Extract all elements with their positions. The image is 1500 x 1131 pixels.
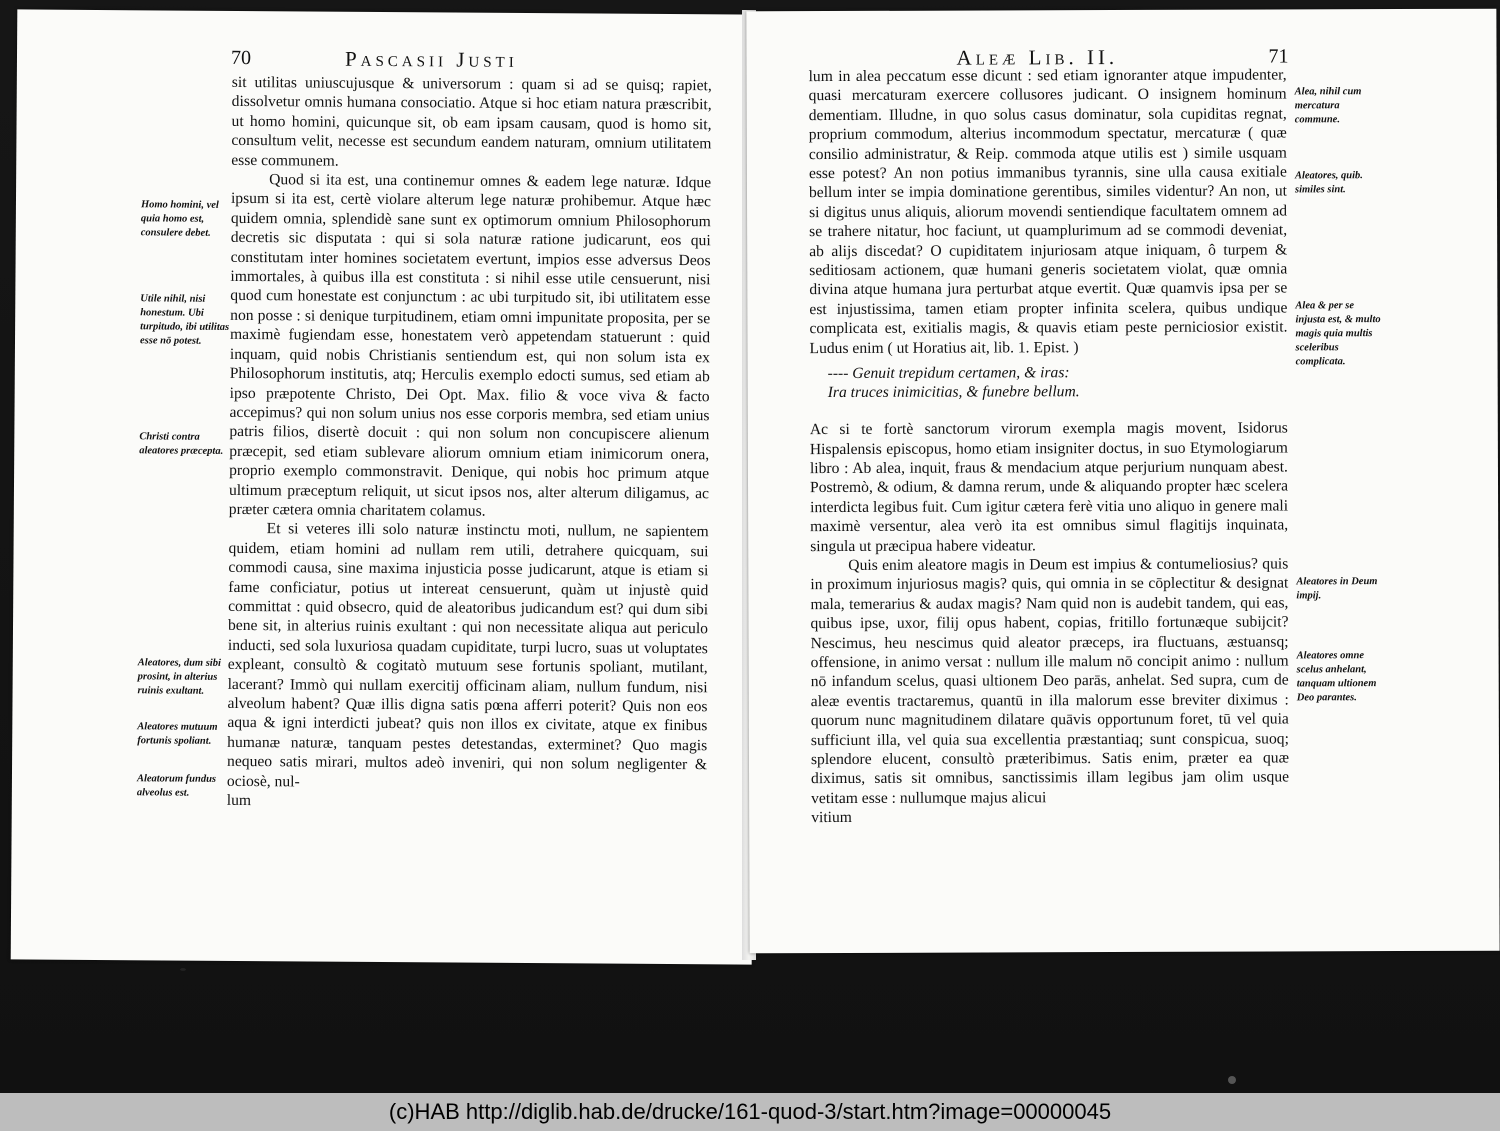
margin-note: Aleatores omne scelus anhelant, tanquam ultionem Deo parantes. — [1296, 650, 1377, 704]
running-header-right: Aleæ Lib. II. — [956, 45, 1119, 70]
paragraph: Quis enim aleatore magis in Deum est impius & contumeliosius? quis in proximum injuriosus magis? quis, qui omnia in se cōplectitur & designat mala, temerarius & audax magis? Nam quid non is audebit tandem, qui eas, quibus ipse, uxor, filij opus habent, copias, fritillo fortunæque subijcit? Nescimus, heu nescimus quid aleator præceps, ira fluctuans, æstuansq; offensione, in animo versat : nullum ille malum nō concipit animo : nullum nō infandum scelus, quasi ultionem Deo parās, anhelat. Sed supra, cum de aleæ eventis tractaremus, quantū in illa malorum esse breviter diximus : quorum nunc magnitudinem dilatare quāvis opportunum foret, tū vel quia sufficiunt illa, vel quia sua excellentia præstantiaq; sunt conspicua, suoq; splendore elucent, consultò præteribimus. Satis enim, præter ea quæ diximus, satis sit omnibus, sanctissimis illam legibus jam olim usque vetitam esse : nullumque majus alicui — [810, 555, 1290, 807]
margin-note: Christi contra aleatores præcepta. — [139, 431, 224, 457]
catchword: lum — [226, 791, 252, 810]
copyright-footer: (c)HAB http://diglib.hab.de/drucke/161-quod-3/start.htm?image=00000045 — [0, 1093, 1500, 1131]
scan-speck — [180, 968, 186, 971]
catchword: vitium — [811, 809, 852, 827]
left-margin-notes — [136, 10, 242, 911]
page-number-right: 71 — [1268, 45, 1289, 68]
margin-note: Utile nihil, nisi honestum. Ubi turpitudo, ibi utilitas esse nō potest. — [139, 293, 230, 347]
right-body-text — [809, 65, 1290, 827]
verse-line: ---- Genuit trepidum certamen, & iras: — [827, 364, 1070, 383]
running-header-left: Pascasii Justi — [344, 46, 518, 72]
margin-note: Homo homini, vel quia homo est, consulere debet. — [140, 199, 219, 239]
margin-note: Alea & per se injusta est, & multo magis quia multis sceleribus complicata. — [1295, 300, 1381, 368]
margin-note: Aleatores mutuum fortunis spoliant. — [137, 721, 218, 747]
margin-note: Aleatorum fundus alveolus est. — [136, 773, 217, 799]
margin-note: Alea, nihil cum mercatura commune. — [1294, 86, 1362, 126]
right-margin-notes — [1294, 9, 1397, 909]
left-body-text — [227, 73, 712, 814]
margin-note: Aleatores, dum sibi prosint, in alterius ruinis exultant. — [137, 657, 221, 697]
left-page — [11, 9, 759, 964]
margin-note: Aleatores in Deum impij. — [1296, 576, 1378, 602]
right-page — [746, 9, 1499, 954]
paragraph: Quod si ita est, una continemur omnes & eadem lege naturæ. Idque ipsum si ita est, certè violare alterum lege naturæ prohibemur. Atque hæc quidem omnia, splendidè sane sunt ex optimorum omnium Philosophorum decretis sic disputata : qui si sola naturæ ratione judicarunt, eos qui constitutam inter homines societatem evertunt, impios esse adversus Deos immortales, à quibus illa est constituta : si nihil esse utile censuerunt, nisi quod cum honestate est conjunctum : ac ubi turpitudo sit, ibi utilitatem esse non posse : si denique turpitudinem, etiam omni impunitate proposita, per se maximè fugiendam esse, honestatem verò appetendam statuerunt : quid inquam, quid nobis Christianis sentiendum est, qui non solum ista ex Philosophorum institutis, atq; Herculis exemplo edocti sumus, sed etiam ab ipso præpotente Christo, Dei Opt. Max. filio & voce viva & facto accepimus? qui non solum unius nos esse corporis membra, sed etiam unius patris filios, disertè docuit : qui non solum non concupiscere alienum præcepit, sed etiam sublevare aliorum omnium etiam inimicorum onera, proprio exemplo commonstravit. Denique, qui nobis hoc primum atque ultimum præceptum reliquit, ut sicut ipsos nos, alter alterum diligamus, ac præter cætera omnia charitatem colamus. — [228, 171, 712, 520]
verse-line: Ira truces inimicitias, & funebre bellum. — [827, 383, 1080, 402]
verse-quotation — [828, 363, 1288, 403]
scan-speck — [1228, 1076, 1236, 1084]
margin-note: Aleatores, quib. similes sint. — [1294, 170, 1363, 196]
page-number-left: 70 — [230, 46, 252, 70]
paragraph: Ac si te fortè sanctorum virorum exempla magis movent, Isidorus Hispalensis episcopus, homo etiam insigniter doctus, in suo Etymologiarum libro : Ab alea, inquit, fraus & mendacium atque perjurium nunquam abest. Postremò, & odium, & damna rerum, unde & aliquando propter hæc scelera interdicta legibus fuit. Cum igitur cætera ferè vitia uno aliquo in genere mali maximè versentur, alea verò ita est omnibus simul flagitijs inquinata, singula ut præcipua habere videatur. — [809, 419, 1289, 555]
paragraph: sit utilitas uniuscujusque & universorum : quam si ad se quisq; rapiet, dissolvetur omnis humana consociatio. Atque si hoc etiam natura præscribit, ut homo homini, quicunque sit, ob eam ipsam causam, quod is homo sit, consultum velit, necesse est secundum eandem naturam, omnium utilitatem esse communem. — [231, 73, 712, 170]
paragraph: Et si veteres illi solo naturæ instinctu moti, nullum, ne sapientem quidem, etiam homini ad nullam rem utili, detrahere quicquam, sui commodi causa, sine maxima injusticia posse judicarunt, atque is etiam si fame conficiatur, potius ut intereat censuerunt, quàm ut injustè quid committat : quid obsecro, quid de aleatoribus judicandum est? qui dum sibi bene sit, in alterius ruinis exultant : qui non necessitate aliqua aut periculo inducti, sed sola luxuriosa quadam cupiditate, turpi lucro, suas ut voluptates expleant, consultò & cogitatò mutuum sese fortunis spoliant, mutilant, lacerant? Immò qui nullam exercitij officinam aliam, nullum fundum, nisi alveolum habent? Quæ illis digna satis pœna afferri poterit? Quis non eos aqua & igni interdicti jubeat? quis non illos ex civitate, atque ex finibus humanæ naturæ, tanquam pestes detestandas, exterminet? Quo magis nequeo satis mirari, multos adeò inveniri, qui non solum negligenter & ociosè, nul- — [226, 520, 709, 791]
paragraph: lum in alea peccatum esse dicunt : sed etiam ignoranter atque impudenter, quasi mercaturam exercere collusores judicant. O insignem hominum dementiam. Illudne, in quo solus casus dominatur, sola cupiditas regnat, proprium commodum, alterius incommodum spectatur, mercaturæ ( quæ consilio administratur, & Reip. commoda atque utilis est ) simile usquam esse potest? An non potius immanibus tyrannis, sine ulla causa exitiale bellum inter se impia dominatione gerentibus, similes videntur? An non, ut si digitus unus aliquis, aliorum movendi sentiendique facultatem omnem ad se trahere nitatur, hoc faciunt, ut quamplurimum ad se commodi deveniat, ab alijs discedat? O cupiditatem injuriosam atque iniquam, ô turpem & seditiosam actionem, quæ humani generis societatem violat, quæ omnia divina atque humana jura perturbat atque evertit. Quæ quamvis ipsa per se est injustissima, tamen etiam propter infinita scelera, quibus undique complicata est, exitialis magis, & quavis etiam peste perniciosior existit. Ludus enim ( ut Horatius ait, lib. 1. Epist. ) — [808, 66, 1288, 357]
